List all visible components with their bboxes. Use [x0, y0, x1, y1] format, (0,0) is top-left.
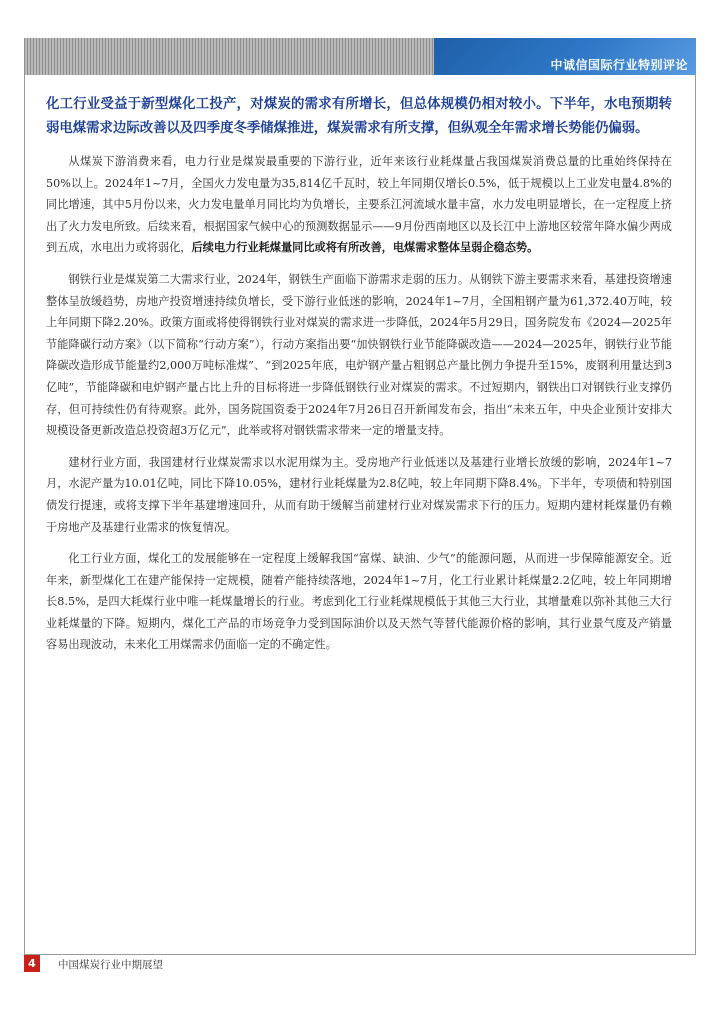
left-margin-rule [24, 75, 25, 955]
paragraph-text: 钢铁行业是煤炭第二大需求行业，2024年，钢铁生产面临下游需求走弱的压力。从钢铁下游主要需求来看，基建投资增速整体呈放缓趋势，房地产投资增速持续负增长，受下游行业低迷的影响，2024年1~7月，全国粗钢产量为61,372.40万吨，较上年同期下降2.20%。政策方面或将使得钢铁行业对煤炭的需求进一步降低，2024年5月29日，国务院发布《2024—2025年节能降碳行动方案》（以下简称“行动方案”），行动方案指出要“加快钢铁行业节能降碳改造——2024—2025年，钢铁行业节能降碳改造形成节能量约2,000万吨标准煤”、“到2025年底，电炉钢产量占粗钢总产量比例力争提升至15%，废钢利用量达到3亿吨”，节能降碳和电炉钢产量占比上升的目标将进一步降低钢铁行业对煤炭的需求。不过短期内，钢铁出口对钢铁行业支撑仍存，但可持续性仍有待观察。此外，国务院国资委于2024年7月26日召开新闻发布会，指出“未来五年，中央企业预计安排大规模设备更新改造总投资超3万亿元”，此举或将对钢铁需求带来一定的增量支持。 [46, 272, 672, 438]
header-title: 中诚信国际行业特别评论 [550, 58, 688, 72]
page-number: 4 [24, 955, 40, 972]
paragraph-chemical [46, 548, 672, 656]
paragraph-power [46, 151, 672, 259]
lead-summary: 化工行业受益于新型煤化工投产，对煤炭的需求有所增长，但总体规模仍相对较小。下半年，水电预期转弱电煤需求边际改善以及四季度冬季储煤推进，煤炭需求有所支撑，但纵观全年需求增长势能仍偏弱。 [46, 96, 672, 136]
paragraph-highlight: 后续电力行业耗煤量同比或将有所改善，电煤需求整体呈弱企稳态势。 [191, 240, 539, 255]
paragraph-text: 建材行业方面，我国建材行业煤炭需求以水泥用煤为主。受房地产行业低迷以及基建行业增长放缓的影响，2024年1~7月，水泥产量为10.01亿吨，同比下降10.05%，建材行业耗煤量为2.8亿吨，较上年同期下降8.4%。下半年，专项债和特别国债发行提速，或将支撑下半年基建增速回升，从而有助于缓解当前建材行业对煤炭需求下行的压力。短期内建材耗煤量仍有赖于房地产及基建行业需求的恢复情况。 [46, 455, 672, 534]
footer-title: 中国煤炭行业中期展望 [58, 959, 163, 971]
paragraph-building-materials [46, 452, 672, 538]
footer-rule [24, 954, 696, 955]
paragraph-text: 从煤炭下游消费来看，电力行业是煤炭最重要的下游行业，近年来该行业耗煤量占我国煤炭消费总量的比重始终保持在50%以上。2024年1~7月，全国火力发电量为35,814亿千瓦时，较上年同期仅增长0.5%，低于规模以上工业发电量4.8%的同比增速，其中5月份以来，火力发电量单月同比均为负增长，主要系江河流域水量丰富，水力发电明显增长，在一定程度上挤出了火力发电所致。后续来看，根据国家气候中心的预测数据显示——9月份西南地区以及长江中上游地区较常年降水偏少两成到五成，水电出力或将弱化， [46, 155, 672, 255]
right-margin-rule [695, 75, 696, 955]
paragraph-text: 化工行业方面，煤化工的发展能够在一定程度上缓解我国“富煤、缺油、少气”的能源问题，从而进一步保障能源安全。近年来，新型煤化工在建产能保持一定规模，随着产能持续落地，2024年1~7月，化工行业累计耗煤量2.2亿吨，较上年同期增长8.5%，是四大耗煤行业中唯一耗煤量增长的行业。考虑到化工行业耗煤规模低于其他三大行业，其增量难以弥补其他三大行业耗煤量的下降。短期内，煤化工产品的市场竞争力受到国际油价以及天然气等替代能源价格的影响，其行业景气度及产销量容易出现波动，未来化工用煤需求仍面临一定的不确定性。 [46, 552, 672, 652]
header-accent-panel [434, 38, 696, 75]
article-body [46, 92, 672, 666]
paragraph-steel [46, 269, 672, 442]
header-band [24, 38, 696, 75]
